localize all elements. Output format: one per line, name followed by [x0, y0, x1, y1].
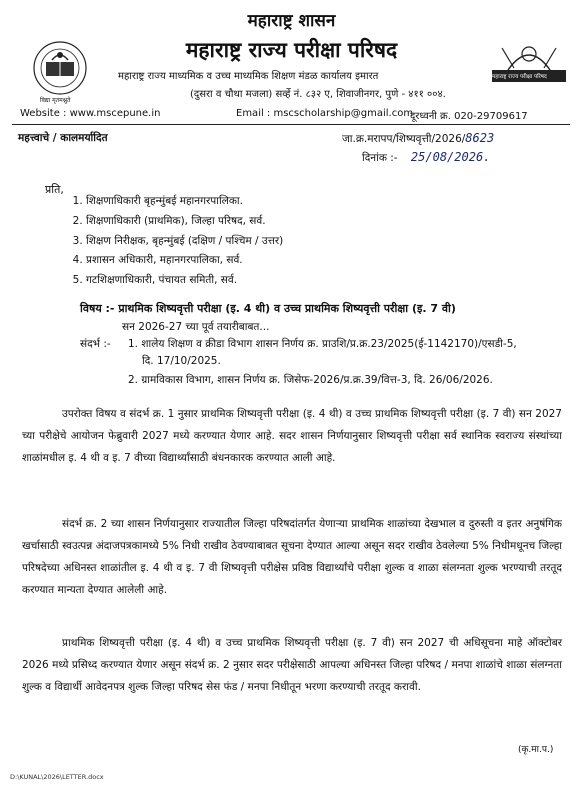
council-title: महाराष्ट्र राज्य परीक्षा परिषद	[185, 38, 398, 62]
document-path: D:\KUNAL\2026\LETTER.docx	[10, 773, 104, 781]
please-turn-over: (कृ.मा.प.)	[518, 745, 554, 755]
recipient-item: 1. शिक्षणाधिकारी बृहन्मुंबई महानगरपालिका.	[86, 192, 283, 212]
recipient-list	[62, 192, 283, 291]
reference-1: 1. शालेय शिक्षण व क्रीडा विभाग शासन निर्णय क्र. प्राउशि/प्र.क्र.23/2025(ई-1142170)/एसडी-5,	[128, 338, 517, 350]
recipient-item: 4. प्रशासन अधिकारी, महानगरपालिका, सर्व.	[86, 251, 283, 271]
phone-number: दूरध्वनी क्र. 020-29709617	[410, 111, 528, 122]
body-paragraph-1: उपरोक्त विषय व संदर्भ क्र. 1 नुसार प्राथमिक शिष्यवृत्ती परीक्षा (इ. 4 थी) व उच्च प्राथमिक शिष्यवृत्ती परीक्षा (इ. 7 वी) सन 2027 च्या परीक्षेचे आयोजन फेब्रुवारी 2027 मध्ये करण्यात येणार आहे. सदर शासन निर्णयानुसार शिष्यवृत्ती परीक्षा सर्व स्थानिक स्वराज्य संस्थांच्या शाळांमधील इ. 4 थी व इ. 7 वीच्या विद्यार्थ्यांसाठी बंधनकारक करण्यात आली आहे.	[22, 408, 562, 464]
subject-continuation: सन 2026-27 च्या पूर्व तयारीबाबत...	[122, 321, 270, 333]
address-line: (दुसरा व चौथा मजला) सर्व्हे नं. ८३२ ए, शिवाजीनगर, पुणे - ४११ ००४.	[190, 89, 446, 100]
reference-2: 2. ग्रामविकास विभाग, शासन निर्णय क्र. जिसेफ-2026/प्र.क्र.39/वित्त-3, दि. 26/06/2026.	[128, 374, 493, 386]
email-link[interactable]: Email : mscscholarship@gmail.com	[236, 108, 414, 119]
priority-label: महत्त्वाचे / कालमर्यादित	[18, 132, 108, 144]
government-title: महाराष्ट्र शासन	[247, 11, 336, 31]
reference-1-date: दि. 17/10/2025.	[142, 355, 221, 367]
left-logo-motto: विद्या मृतमश्नुते	[40, 97, 71, 104]
body-paragraph-2: संदर्भ क्र. 2 च्या शासन निर्णयानुसार राज्यातील जिल्हा परिषदांतर्गत येणाऱ्या प्राथमिक शाळांच्या देखभाल व दुरुस्ती व इतर अनुषंगिक खर्चासाठी स्वउत्पन्न अंदाजपत्रकामध्ये 5% निधी राखीव ठेवण्याबाबत सूचना देण्यात आल्या असून सदर राखीव ठेवलेल्या 5% निधीमधूनच जिल्हा परिषदेच्या अधिनस्त शाळांतील इ. 4 थी व इ. 7 वी शिष्यवृत्ती परीक्षेस प्रविष्ठ विद्यार्थ्यांचे परीक्षा शुल्क व शाळा संलग्नता शुल्क भरण्याची तरतूद करण्यात मान्यता देण्यात आलेली आहे.	[22, 518, 562, 596]
date-handwritten: 25/08/2026.	[410, 150, 491, 164]
letter-date	[362, 150, 490, 165]
header-divider	[12, 124, 570, 125]
recipient-item: 3. शिक्षण निरीक्षक, बृहन्मुंबई (दक्षिण / पश्चिम / उत्तर)	[86, 232, 283, 252]
addressee-heading: प्रति,	[45, 183, 64, 196]
recipient-item: 5. गटशिक्षणाधिकारी, पंचायत समिती, सर्व.	[86, 271, 283, 291]
recipient-item: 2. शिक्षणाधिकारी (प्राथमिक), जिल्हा परिषद, सर्व.	[86, 212, 283, 232]
reference-number-prefix: जा.क्र.मरापप/शिष्यवृत्ती/2026/	[342, 133, 466, 145]
body-paragraph-3: प्राथमिक शिष्यवृत्ती परीक्षा (इ. 4 थी) व उच्च प्राथमिक शिष्यवृत्ती परीक्षा (इ. 7 वी) सन 2027 ची अधिसूचना माहे ऑक्टोबर 2026 मध्ये प्रसिध्द करण्यात येणार असून संदर्भ क्र. 2 नुसार सदर परीक्षेसाठी आपल्या अधिनस्त जिल्हा परिषद / मनपा शाळांचे शाळा संलग्नता शुल्क व विद्यार्थी आवेदनपत्र शुल्क जिल्हा परिषद सेस फंड / मनपा निधीतून भरणा करण्याची तरतूद करावी.	[22, 637, 562, 693]
board-office-line: महाराष्ट्र राज्य माध्यमिक व उच्च माध्यमिक शिक्षण मंडळ कार्यालय इमारत	[118, 71, 379, 82]
references-label: संदर्भ :-	[80, 338, 111, 350]
right-logo-text: महाराष्ट्र राज्य परीक्षा परिषद	[492, 74, 547, 80]
reference-number	[342, 131, 494, 146]
date-label: दिनांक :-	[362, 152, 398, 164]
reference-number-handwritten: 8623	[465, 131, 495, 145]
website-link[interactable]: Website : www.mscepune.in	[20, 108, 161, 119]
subject-line: विषय :- प्राथमिक शिष्यवृत्ती परीक्षा (इ. 4 थी) व उच्च प्राथमिक शिष्यवृत्ती परीक्षा (इ. 7 वी)	[80, 302, 456, 315]
